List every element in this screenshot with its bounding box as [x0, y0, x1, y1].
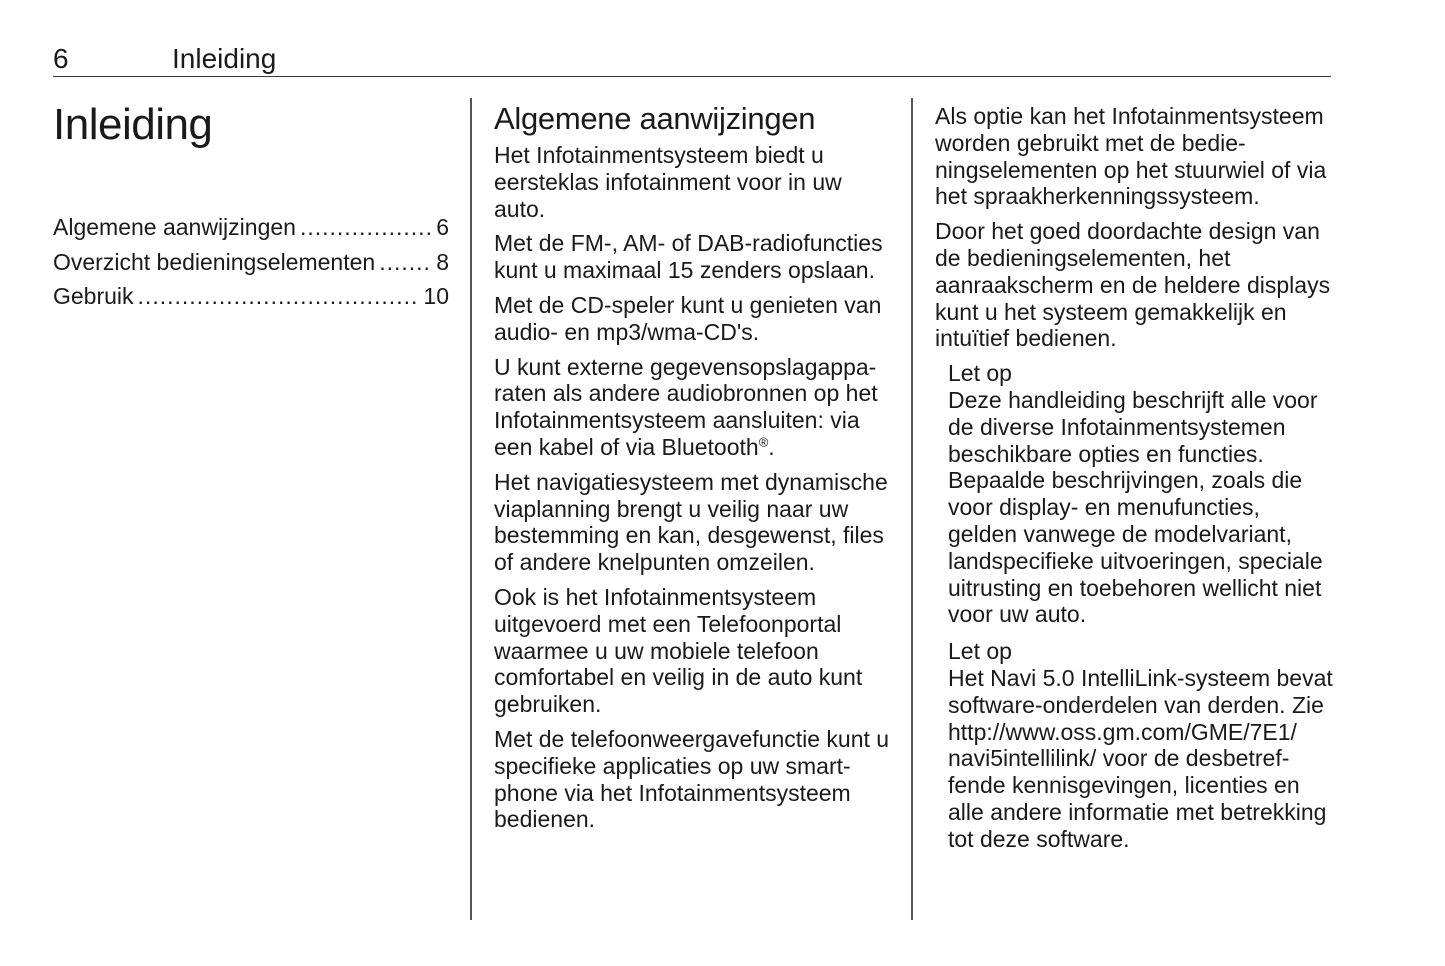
paragraph: Het Infotainmentsysteem biedt u eersteklas infotainment voor in uw auto.	[494, 142, 842, 222]
toc-page-number: 6	[436, 214, 449, 240]
column-general-notes	[494, 100, 894, 841]
note-block	[948, 360, 1335, 628]
toc-page-number: 10	[423, 283, 449, 309]
chapter-title: Inleiding	[53, 100, 213, 149]
toc-leader-dots	[138, 283, 420, 310]
toc-leader-dots	[300, 214, 432, 241]
toc-leader-dots	[379, 249, 432, 276]
oss-url-link[interactable]: http://www.oss.gm.com/GME/7E1/​navi5intellilink/	[948, 718, 1297, 772]
toc-item-algemene-aanwijzingen[interactable]	[53, 214, 449, 249]
running-head-title: Inleiding	[172, 43, 277, 74]
registered-trademark: ®	[758, 434, 769, 450]
note-text: voor de desbetreffende kennisgevingen, licenties en alle andere informatie met betrekking tot deze software.	[948, 745, 1327, 852]
note-text: Deze handleiding beschrijft alle voor de diverse Infotainmentsystemen beschikbare opties en functies. Bepaalde beschrijvingen, zoals die voor display- en menufuncties, gelden vanwege de modelvariant, landspecifieke uitvoeringen, speciale uitrusting en toebehoren wellicht niet voor uw auto.	[948, 386, 1323, 628]
paragraph: Met de CD-speler kunt u genieten van audio- en mp3/wma-CD's.	[494, 291, 882, 345]
paragraph: Ook is het Infotainmentsysteem uitgevoerd met een Telefoonportal waarmee u uw mobiele telefoon comfortabel en veilig in de auto kunt gebruiken.	[494, 583, 863, 718]
column-divider-right	[911, 98, 913, 920]
paragraph: Door het goed doordachte design van de bedieningselementen, het aanraakscherm en de heldere displays kunt u het systeem gemakkelijk en intuïtief bedienen.	[935, 218, 1331, 352]
paragraph-text: U kunt externe gegevensopslagapparaten als andere audiobronnen op het Infotainmentsysteem aansluiten: via een kabel of via Bluetooth	[494, 353, 878, 460]
toc-label: Gebruik	[53, 283, 134, 309]
paragraph: Met de FM-, AM- of DAB-radiofuncties kunt u maximaal 15 zenders opslaan.	[494, 230, 883, 284]
toc-page-number: 8	[436, 248, 449, 275]
paragraph: Met de telefoonweergavefunctie kunt u specifieke applicaties op uw smartphone via het Infotainmentsysteem bedienen.	[494, 725, 890, 833]
paragraph-bluetooth	[494, 354, 894, 461]
toc-item-gebruik[interactable]	[53, 283, 449, 318]
paragraph: Als optie kan het Infotainmentsysteem worden gebruikt met de bedieningselementen op het stuurwiel of via het spraakherkenningssysteem.	[935, 103, 1327, 210]
running-head	[53, 42, 1331, 77]
column-chapter-intro	[53, 100, 449, 318]
note-label: Let op	[948, 638, 1012, 665]
note-block-third-party-software	[948, 638, 1335, 852]
paragraph: Het navigatiesysteem met dynamische viaplanning brengt u veilig naar uw bestemming en kan, desgewenst, files of andere knelpunten omzeilen.	[494, 468, 888, 576]
table-of-contents	[53, 214, 449, 318]
column-continued	[935, 103, 1335, 863]
toc-label: Algemene aanwijzingen	[53, 214, 296, 240]
toc-item-overzicht-bedieningselementen[interactable]	[53, 249, 449, 284]
note-label: Let op	[948, 360, 1012, 387]
note-text: Het Navi 5.0 IntelliLink-systeem bevat software-onderdelen van derden. Zie	[948, 664, 1333, 718]
page-number: 6	[53, 43, 69, 74]
paragraph-end: .	[768, 433, 775, 460]
section-title: Algemene aanwijzingen	[494, 101, 816, 136]
column-divider-left	[470, 98, 472, 920]
toc-label: Overzicht bedieningselementen	[53, 248, 376, 275]
